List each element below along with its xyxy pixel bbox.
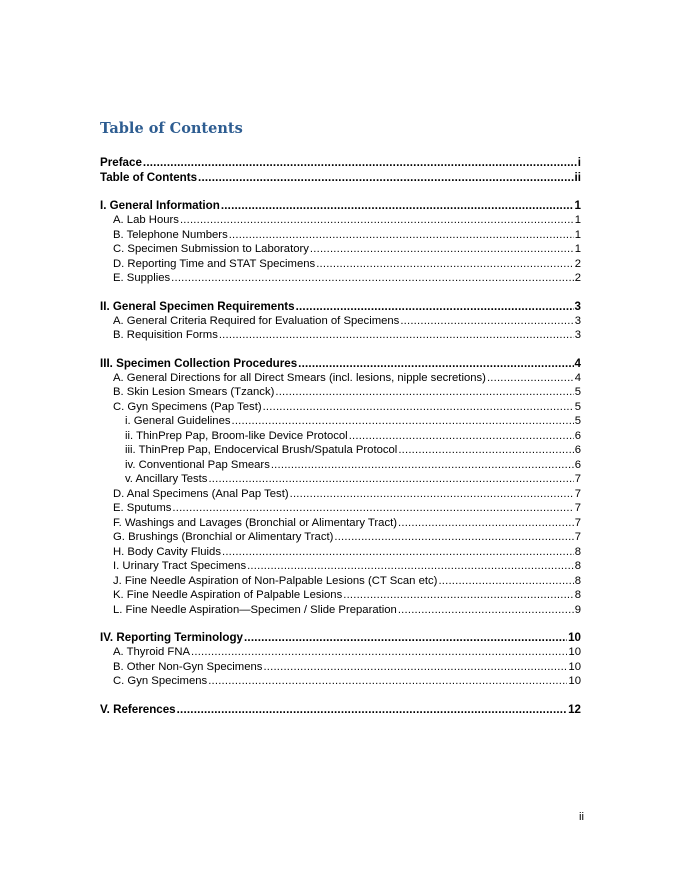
toc-leader-dots [438,574,573,589]
toc-leader-dots [208,674,567,689]
toc-entry-label: I. Urinary Tract Specimens [113,560,247,572]
toc-subentry[interactable] [100,660,581,675]
toc-entry-page: 10 [568,631,581,644]
toc-leader-dots [316,257,574,272]
toc-entry-label: L. Fine Needle Aspiration—Specimen / Slide Preparation [113,603,397,616]
toc-subentry[interactable] [100,530,581,545]
toc-subentry[interactable] [100,603,581,618]
toc-entry-label: E. Sputums [113,502,172,514]
toc-leader-dots [343,588,573,603]
toc-leader-dots [349,429,574,444]
toc-section-entry[interactable] [100,170,581,185]
toc-subentry[interactable] [100,574,581,589]
toc-entry-page: 8 [574,560,581,572]
toc-subentry[interactable] [100,271,581,286]
toc-entry-label: F. Washings and Lavages (Bronchial or Alimentary Tract) [113,516,398,529]
toc-entry-page: 8 [574,545,581,558]
toc-entry-label: A. General Criteria Required for Evaluation of Specimens [113,314,400,327]
toc-entry-label: C. Gyn Specimens (Pap Test) [113,400,262,413]
toc-entry-label: K. Fine Needle Aspiration of Palpable Lesions [113,589,343,601]
toc-entry-label: D. Reporting Time and STAT Specimens [113,257,316,270]
toc-entry-page: 10 [568,675,581,687]
toc-leader-dots [275,385,573,400]
toc-entry-label: II. General Specimen Requirements [100,299,295,313]
toc-entry-label: B. Requisition Forms [113,329,218,341]
toc-entry-page: 6 [574,444,581,456]
toc-entry-page: 1 [574,228,581,241]
toc-leader-dots [398,516,574,531]
toc-leader-dots [143,155,577,170]
toc-subentry[interactable] [100,545,581,560]
toc-entry-label: IV. Reporting Terminology [100,631,244,644]
toc-entry-label: G. Brushings (Bronchial or Alimentary Tract) [113,531,334,543]
toc-leader-dots [171,271,574,286]
section-spacer [100,185,581,198]
toc-section-entry[interactable] [100,299,581,314]
toc-leader-dots [219,328,574,343]
toc-entry-label: v. Ancillary Tests [125,473,208,485]
toc-subentry[interactable] [100,228,581,243]
toc-leader-dots [398,443,573,458]
toc-entry-label: V. References [100,702,176,716]
toc-entry-label: I. General Information [100,199,220,212]
toc-leader-dots [244,630,567,645]
section-spacer [100,286,581,299]
toc-entry-page: 3 [574,299,581,313]
toc-subentry[interactable] [100,559,581,574]
toc-subentry[interactable] [100,674,581,689]
toc-subentry[interactable] [100,385,581,400]
toc-leader-dots [222,545,574,560]
toc-subentry[interactable] [100,588,581,603]
toc-entry-label: Table of Contents [100,171,198,184]
toc-entry-page: 7 [574,473,581,485]
toc-entry-page: 5 [574,415,581,427]
toc-leader-dots [172,501,573,516]
toc-section-entry[interactable] [100,702,581,717]
toc-entry-label: C. Specimen Submission to Laboratory [113,243,309,255]
section-spacer [100,343,581,356]
toc-entry-page: 1 [574,199,581,212]
toc-entry-page: i [577,156,581,169]
toc-entry-page: 7 [574,487,581,500]
toc-leader-dots [263,400,574,415]
toc-subentry[interactable] [100,400,581,415]
toc-entry-page: 2 [574,257,581,270]
toc-subentry[interactable] [100,516,581,531]
toc-leader-dots [296,299,574,314]
toc-leader-dots [247,559,574,574]
toc-entry-label: J. Fine Needle Aspiration of Non-Palpable Lesions (CT Scan etc) [113,574,438,587]
toc-subentry[interactable] [100,429,581,444]
section-spacer [100,689,581,702]
toc-entry-label: H. Body Cavity Fluids [113,545,221,558]
toc-entry-label: B. Skin Lesion Smears (Tzanck) [113,386,275,398]
toc-entry-label: A. Thyroid FNA [113,646,191,658]
toc-entry-page: 5 [574,400,581,413]
toc-leader-dots [221,198,574,213]
toc-entry-page: 8 [574,589,581,601]
toc-subentry[interactable] [100,458,581,473]
toc-entry-page: 9 [574,603,581,616]
toc-entry-page: 5 [574,386,581,398]
toc-entry-page: 10 [568,660,581,673]
toc-leader-dots [177,702,567,717]
toc-leader-dots [334,530,573,545]
toc-entry-page: 10 [568,646,581,658]
toc-leader-dots [310,242,574,257]
toc-subentry[interactable] [100,314,581,329]
toc-leader-dots [180,213,574,228]
toc-leader-dots [232,414,574,429]
toc-entry-page: 4 [574,371,581,384]
section-spacer [100,617,581,630]
toc-leader-dots [229,228,574,243]
toc-entry-label: A. General Directions for all Direct Smears (incl. lesions, nipple secretions) [113,371,486,384]
toc-entry-page: 1 [574,243,581,255]
toc-leader-dots [400,314,573,329]
toc-entry-label: i. General Guidelines [125,415,231,427]
toc-subentry[interactable] [100,472,581,487]
toc-entry-page: 6 [574,429,581,442]
toc-subentry[interactable] [100,487,581,502]
toc-entry-label: E. Supplies [113,272,171,284]
toc-leader-dots [298,356,573,371]
toc-entry-label: C. Gyn Specimens [113,675,208,687]
toc-leader-dots [198,170,574,185]
toc-entry-label: B. Telephone Numbers [113,228,228,241]
toc-entry-label: D. Anal Specimens (Anal Pap Test) [113,487,289,500]
toc-subentry[interactable] [100,242,581,257]
toc-leader-dots [271,458,574,473]
toc-entry-page: 4 [574,356,581,370]
toc-section-entry[interactable] [100,198,581,213]
toc-entry-label: Preface [100,156,142,169]
toc-entry-label: B. Other Non-Gyn Specimens [113,660,263,673]
toc-entry-label: ii. ThinPrep Pap, Broom-like Device Protocol [125,429,348,442]
toc-leader-dots [191,645,567,660]
toc-leader-dots [263,660,567,675]
toc-leader-dots [398,603,574,618]
toc-section-entry[interactable] [100,630,581,645]
toc-entry-page: ii [574,171,581,184]
toc-entry-page: 7 [574,502,581,514]
toc-entry-page: 6 [574,458,581,471]
toc-subentry[interactable] [100,501,581,516]
toc-subentry[interactable] [100,645,581,660]
page-number: ii [578,811,584,823]
toc-entry-label: III. Specimen Collection Procedures [100,356,298,370]
toc-subentry[interactable] [100,257,581,272]
toc-subentry[interactable] [100,414,581,429]
toc-entry-page: 3 [574,314,581,327]
toc-leader-dots [290,487,574,502]
toc-entry-label: A. Lab Hours [113,214,179,226]
toc-subentry[interactable] [100,443,581,458]
toc-subentry[interactable] [100,328,581,343]
toc-entry-page: 3 [574,329,581,341]
toc-subentry[interactable] [100,371,581,386]
toc-entry-label: iv. Conventional Pap Smears [125,458,270,471]
toc-entry-page: 12 [568,702,581,716]
toc-entry-label: iii. ThinPrep Pap, Endocervical Brush/Spatula Protocol [125,444,398,456]
toc-section-entry[interactable] [100,356,581,371]
toc-entry-page: 7 [574,531,581,543]
toc-entry-page: 7 [574,516,581,529]
toc-leader-dots [208,472,573,487]
toc-entry-page: 1 [574,214,581,226]
toc-entry-page: 8 [574,574,581,587]
toc-leader-dots [487,371,574,386]
table-of-contents [100,155,581,717]
toc-section-entry[interactable] [100,155,581,170]
toc-subentry[interactable] [100,213,581,228]
toc-entry-page: 2 [574,272,581,284]
page-title: Table of Contents [100,120,243,137]
